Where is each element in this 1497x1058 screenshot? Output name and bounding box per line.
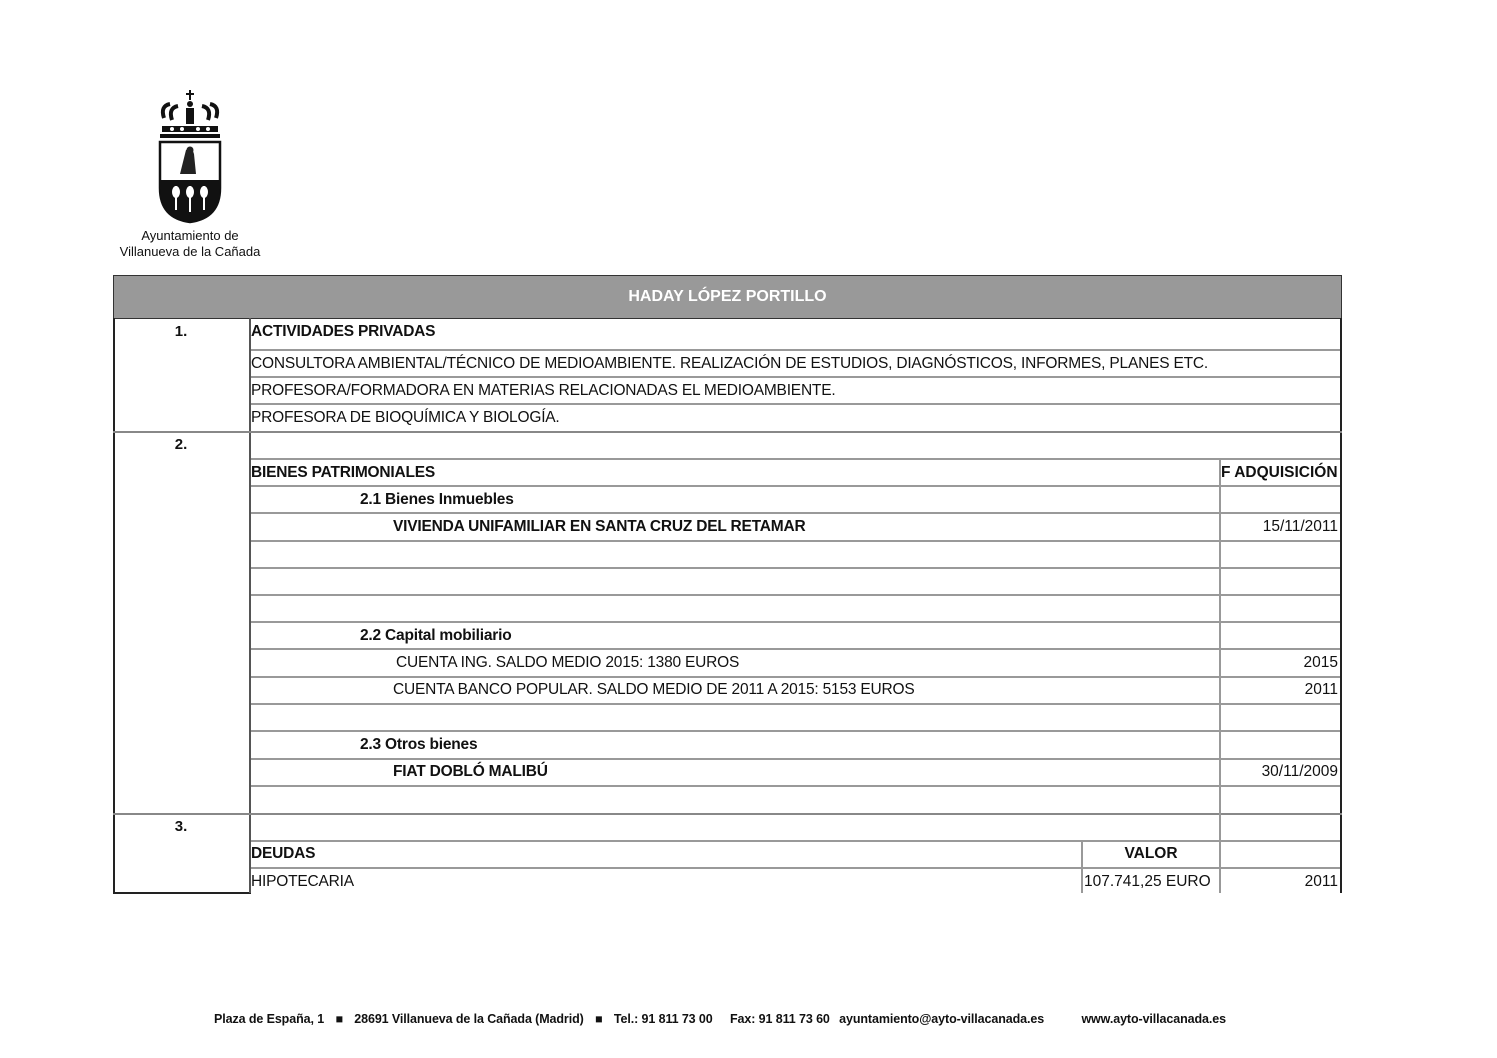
capital-item: CUENTA BANCO POPULAR. SALDO MEDIO DE 2011 A 2015: 5153 EUROS <box>393 681 915 698</box>
subsection-2-3: 2.3 Otros bienes <box>360 736 478 753</box>
footer: Plaza de España, 1 ■ 28691 Villanueva de la Cañada (Madrid) ■ Tel.: 91 811 73 00 Fax: 91 811 73 60 ayuntamiento@ayto-villacanada.es www.ayto-villacanada.es <box>214 1012 1226 1026</box>
subsection-2-1: 2.1 Bienes Inmuebles <box>360 491 514 508</box>
acquisition-date-header: F ADQUISICIÓN <box>1221 464 1338 481</box>
person-name-header: HADAY LÓPEZ PORTILLO <box>113 275 1342 319</box>
section1-item: PROFESORA DE BIOQUÍMICA Y BIOLOGÍA. <box>251 409 560 426</box>
footer-fax: Fax: 91 811 73 60 <box>730 1012 830 1026</box>
real-estate-date: 15/11/2011 <box>1262 518 1338 535</box>
footer-email[interactable]: ayuntamiento@ayto-villacanada.es <box>839 1012 1045 1026</box>
footer-address: Plaza de España, 1 <box>214 1012 325 1026</box>
section2-heading: BIENES PATRIMONIALES <box>251 464 436 481</box>
section1-heading: ACTIVIDADES PRIVADAS <box>251 323 436 340</box>
number-column <box>113 318 251 893</box>
logo-line-2: Villanueva de la Cañada <box>119 244 261 259</box>
subsection-2-2: 2.2 Capital mobiliario <box>360 627 512 644</box>
real-estate-item: VIVIENDA UNIFAMILIAR EN SANTA CRUZ DEL RETAMAR <box>393 518 806 535</box>
debt-year: 2011 <box>1304 873 1338 890</box>
other-asset-item: FIAT DOBLÓ MALIBÚ <box>393 763 548 780</box>
value-header: VALOR <box>1124 845 1178 862</box>
section3-heading: DEUDAS <box>251 845 316 862</box>
debt-item: HIPOTECARIA <box>251 873 354 890</box>
capital-item: CUENTA ING. SALDO MEDIO 2015: 1380 EUROS <box>396 654 740 671</box>
footer-tel: Tel.: 91 811 73 00 <box>613 1012 713 1026</box>
footer-web[interactable]: www.ayto-villacanada.es <box>1081 1012 1226 1026</box>
debt-value: 107.741,25 EURO <box>1084 873 1211 890</box>
municipal-logo <box>110 88 270 260</box>
other-asset-date: 30/11/2009 <box>1261 763 1338 780</box>
capital-item-date: 2015 <box>1303 654 1338 671</box>
capital-item-date: 2011 <box>1304 681 1338 698</box>
section-number-1: 1. <box>174 323 188 340</box>
coat-of-arms-icon <box>150 88 230 228</box>
section-number-2: 2. <box>174 436 188 453</box>
section-number-3: 3. <box>174 818 188 835</box>
logo-line-1: Ayuntamiento de <box>141 228 239 243</box>
section1-item: PROFESORA/FORMADORA EN MATERIAS RELACIONADAS EL MEDIOAMBIENTE. <box>251 382 836 399</box>
section1-item: CONSULTORA AMBIENTAL/TÉCNICO DE MEDIOAMBIENTE. REALIZACIÓN DE ESTUDIOS, DIAGNÓSTICOS, INFORMES, PLANES ETC. <box>251 355 1208 372</box>
footer-city: 28691 Villanueva de la Cañada (Madrid) <box>354 1012 584 1026</box>
